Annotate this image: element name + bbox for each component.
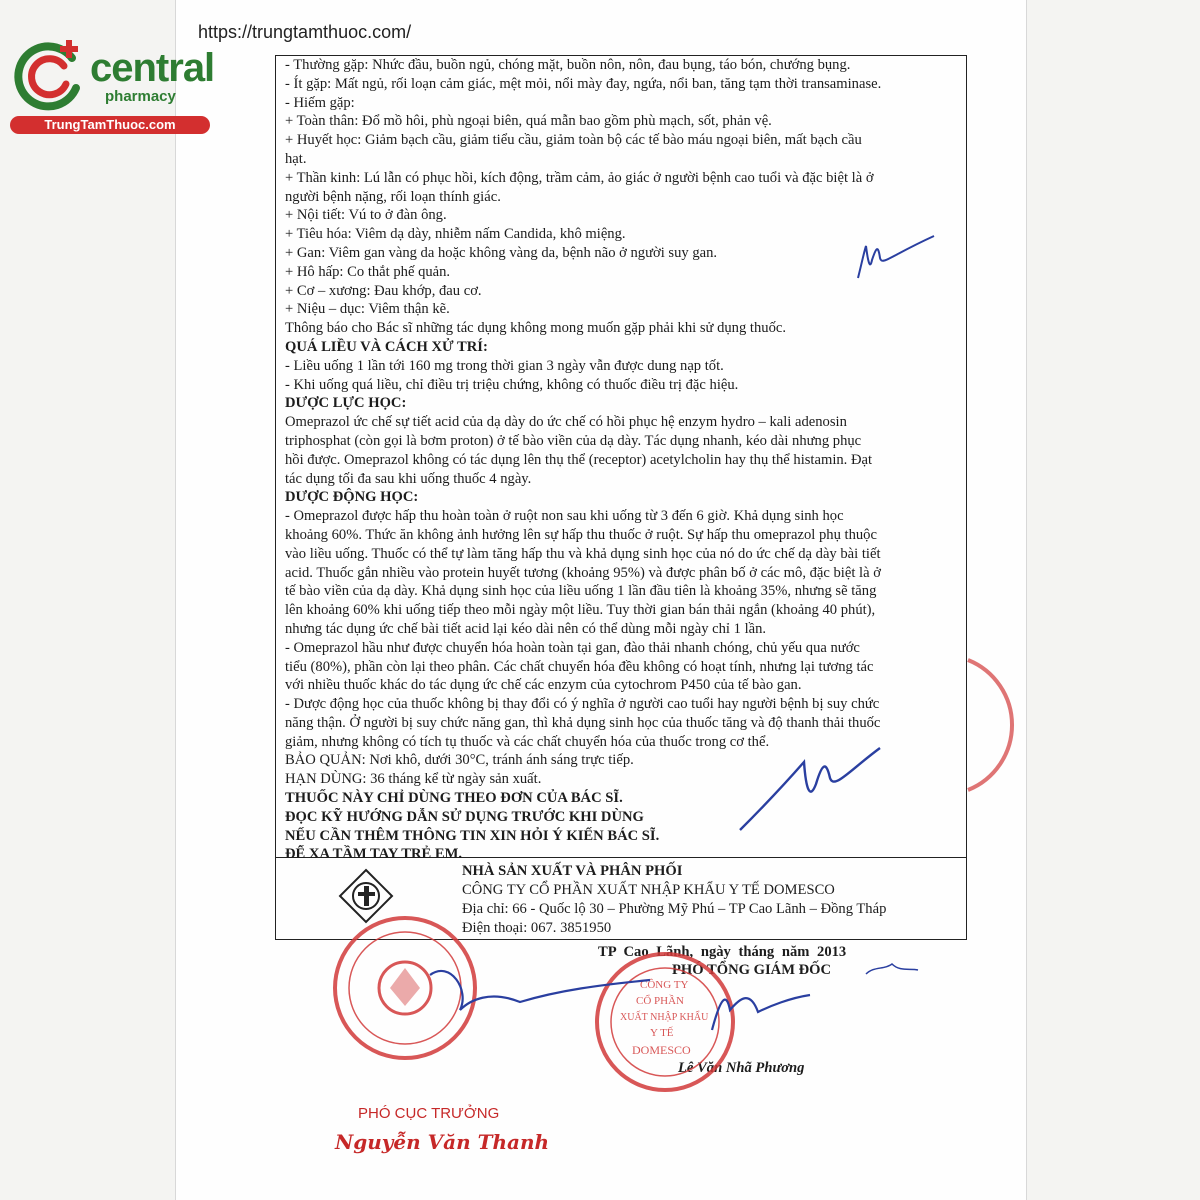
text-line: tế bào viền của dạ dày. Khả dụng sinh học của liều uống 1 lần đầu tiên là khoảng 35%, nhưng sẽ tăng bbox=[285, 583, 877, 600]
text-line: + Hô hấp: Co thắt phế quản. bbox=[285, 263, 451, 280]
manufacturer-company: CÔNG TY CỔ PHẦN XUẤT NHẬP KHẨU Y TẾ DOMESCO bbox=[462, 882, 835, 898]
svg-text:CÔNG TY: CÔNG TY bbox=[640, 979, 689, 991]
authority-title: PHÓ CỤC TRƯỞNG bbox=[358, 1105, 500, 1122]
text-line: + Thần kinh: Lú lẫn có phục hồi, kích động, trầm cảm, ảo giác ở người bệnh cao tuổi và đặc biệt là ở bbox=[285, 169, 874, 186]
director-signature bbox=[712, 995, 810, 1030]
text-line: với nhiều thuốc khác do tác dụng ức chế các enzym của cytochrom P450 của tế bào gan. bbox=[285, 677, 802, 694]
text-line: - Thường gặp: Nhức đầu, buồn ngủ, chóng mặt, buồn nôn, nôn, đau bụng, táo bón, chướng bụng. bbox=[285, 57, 851, 73]
text-line: vào liều uống. Thuốc có thể tự làm tăng hấp thu và khả dụng sinh học của nó do ức chế dạ dày bài tiết bbox=[285, 545, 881, 562]
brand-name: central bbox=[90, 46, 215, 90]
text-line: triphosphat (còn gọi là bơm proton) ở tế bào viền của dạ dày. Tác dụng nhanh, kéo dài nhưng phục bbox=[285, 432, 862, 449]
text-line: - Omeprazol hầu như được chuyển hóa hoàn toàn tại gan, đào thải nhanh chóng, chủ yếu qua nước bbox=[285, 639, 860, 656]
authority-name: Nguyễn Văn Thanh bbox=[335, 1130, 550, 1154]
small-initial bbox=[866, 964, 918, 974]
svg-text:XUẤT NHẬP KHẨU: XUẤT NHẬP KHẨU bbox=[620, 1012, 709, 1023]
text-line: BẢO QUẢN: Nơi khô, dưới 30°C, tránh ánh sáng trực tiếp. bbox=[285, 752, 634, 769]
svg-text:CỔ PHẦN: CỔ PHẦN bbox=[636, 995, 684, 1007]
brand-tag: TrungTamThuoc.com bbox=[10, 116, 210, 134]
text-line: lên khoảng 60% khi uống tiếp theo mỗi ngày một liều. Tuy thời gian bán thải ngắn (khoảng 40 phút), bbox=[285, 602, 876, 619]
text-line: năng thận. Ở người bị suy chức năng gan, thì khả dụng sinh học của thuốc tăng và độ thanh thải thuốc bbox=[285, 714, 881, 731]
text-line: Thông báo cho Bác sĩ những tác dụng không mong muốn gặp phải khi sử dụng thuốc. bbox=[285, 320, 786, 337]
text-line: acid. Thuốc gắn nhiều vào protein huyết tương (khoảng 95%) và được phân bố ở các mô, đặc biệt là ở bbox=[285, 564, 881, 581]
text-line: - Ít gặp: Mất ngủ, rối loạn cảm giác, mệt mỏi, nổi mày đay, ngứa, nổi ban, tăng tạm thời transaminase. bbox=[285, 75, 882, 92]
text-line: giảm, nhưng không có tích tụ thuốc và các chất chuyển hóa của thuốc trong cơ thể. bbox=[285, 733, 770, 750]
text-line: HẠN DÙNG: 36 tháng kể từ ngày sản xuất. bbox=[285, 771, 542, 788]
text-line: + Nội tiết: Vú to ở đàn ông. bbox=[285, 207, 447, 224]
text-line: DƯỢC LỰC HỌC: bbox=[285, 395, 407, 412]
text-line: - Dược động học của thuốc không bị thay đổi có ý nghĩa ở người cao tuổi hay người bệnh bị suy chức bbox=[285, 696, 880, 713]
signer-name: Lê Văn Nhã Phương bbox=[678, 1060, 805, 1076]
source-url[interactable]: https://trungtamthuoc.com/ bbox=[198, 22, 412, 42]
company-stamp bbox=[597, 954, 733, 1090]
text-line: Omeprazol ức chế sự tiết acid của dạ dày do ức chế có hồi phục hệ enzym hydro – kali adenosin bbox=[285, 414, 847, 431]
text-line: QUÁ LIỀU VÀ CÁCH XỬ TRÍ: bbox=[285, 338, 488, 355]
text-line: tiểu (80%), phần còn lại theo phân. Các chất chuyển hóa đều không có hoạt tính, nhưng lại tương tác bbox=[285, 658, 874, 675]
text-line: NẾU CẦN THÊM THÔNG TIN XIN HỎI Ý KIẾN BÁC SĨ. bbox=[285, 827, 660, 844]
text-line: + Cơ – xương: Đau khớp, đau cơ. bbox=[285, 282, 482, 299]
text-line: + Tiêu hóa: Viêm dạ dày, nhiễm nấm Candida, khô miệng. bbox=[285, 226, 626, 243]
text-line: - Khi uống quá liều, chỉ điều trị triệu chứng, không có thuốc điều trị đặc hiệu. bbox=[285, 376, 739, 393]
brand-sub: pharmacy bbox=[105, 88, 176, 105]
text-line: nhưng tác dụng ức chế bài tiết acid lại kéo dài nên có thể dùng mỗi ngày chỉ 1 lần. bbox=[285, 620, 767, 637]
text-line: tác dụng tối đa sau khi uống thuốc 4 ngày. bbox=[285, 470, 532, 487]
text-line: hạt. bbox=[285, 150, 307, 167]
text-line: - Hiếm gặp: bbox=[285, 94, 355, 111]
initial-signature-bottom bbox=[740, 748, 880, 830]
text-line: + Toàn thân: Đổ mồ hôi, phù ngoại biên, quá mẫn bao gồm phù mạch, sốt, phản vệ. bbox=[285, 113, 772, 130]
text-line: ĐỌC KỸ HƯỚNG DẪN SỬ DỤNG TRƯỚC KHI DÙNG bbox=[285, 808, 644, 825]
text-line: DƯỢC ĐỘNG HỌC: bbox=[285, 489, 419, 506]
text-line: + Niệu – dục: Viêm thận kẽ. bbox=[285, 301, 450, 318]
svg-text:DOMESCO: DOMESCO bbox=[632, 1043, 691, 1057]
edge-stamp bbox=[968, 660, 1012, 790]
text-line: - Liều uống 1 lần tới 160 mg trong thời gian 3 ngày vẫn được dung nạp tốt. bbox=[285, 357, 724, 374]
text-line: ĐỂ XA TẦM TAY TRẺ EM. bbox=[285, 846, 463, 863]
text-line: + Gan: Viêm gan vàng da hoặc không vàng da, bệnh não ở người suy gan. bbox=[285, 244, 718, 261]
initial-signature-top bbox=[858, 236, 934, 278]
manufacturer-phone: Điện thoại: 067. 3851950 bbox=[462, 920, 612, 936]
text-line: khoảng 60%. Thức ăn không ảnh hưởng lên sự hấp thu thuốc ở ruột. Sự hấp thu omeprazol phụ thuộc bbox=[285, 526, 877, 543]
manufacturer-title: NHÀ SẢN XUẤT VÀ PHÂN PHỐI bbox=[462, 863, 683, 879]
text-line: + Huyết học: Giảm bạch cầu, giảm tiểu cầu, giảm toàn bộ các tế bào máu ngoại biên, mất bạch cầu bbox=[285, 132, 862, 149]
manufacturer-address: Địa chỉ: 66 - Quốc lộ 30 – Phường Mỹ Phú – TP Cao Lãnh – Đồng Tháp bbox=[462, 901, 887, 917]
text-line: THUỐC NÀY CHỈ DÙNG THEO ĐƠN CỦA BÁC SĨ. bbox=[285, 790, 623, 807]
date-line: TP Cao Lãnh, ngày tháng năm 2013 bbox=[598, 944, 847, 960]
authority-stamp bbox=[335, 918, 475, 1058]
text-line: hồi được. Omeprazol không có tác dụng lên thụ thể (receptor) acetylcholin hay thụ thể histamin. Đạt bbox=[285, 451, 873, 468]
deputy-director-title: PHÓ TỔNG GIÁM ĐỐC bbox=[672, 962, 832, 978]
text-line: người bệnh nặng, rối loạn thính giác. bbox=[285, 188, 501, 205]
text-line: - Omeprazol được hấp thu hoàn toàn ở ruột non sau khi uống từ 3 đến 6 giờ. Khả dụng sinh học bbox=[285, 508, 844, 525]
svg-text:Y TẾ: Y TẾ bbox=[650, 1027, 674, 1039]
authority-signature bbox=[430, 971, 650, 1010]
